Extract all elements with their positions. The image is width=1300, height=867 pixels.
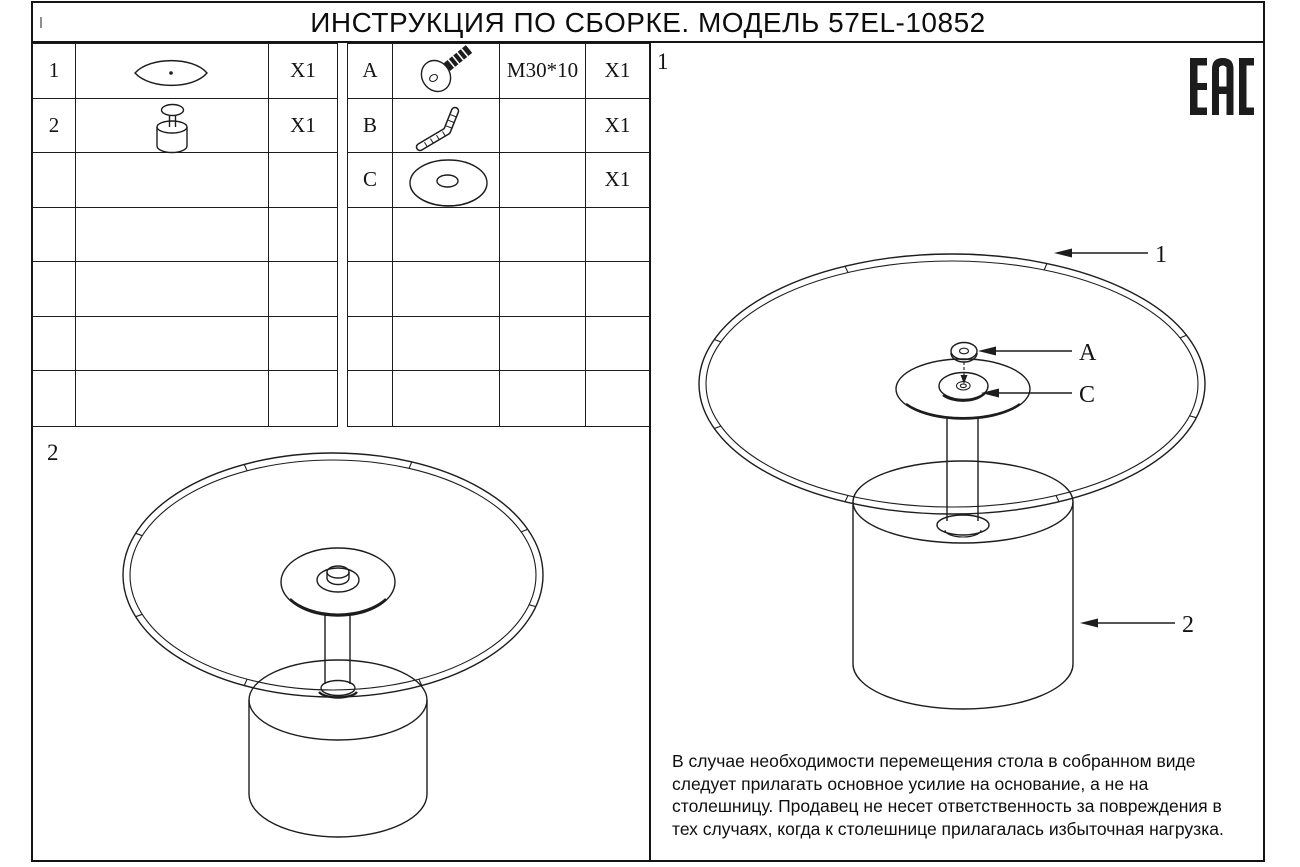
hardware-spec xyxy=(500,99,586,154)
part-qty: X1 xyxy=(269,44,337,99)
hardware-spec xyxy=(500,153,586,208)
part-icon-cell xyxy=(76,99,269,154)
hardware-id: C xyxy=(348,153,393,208)
part-qty: X1 xyxy=(269,99,337,154)
hardware-table xyxy=(347,43,650,427)
part-number: 2 xyxy=(33,99,76,154)
step1-label: 1 xyxy=(657,49,669,74)
part-icon-cell xyxy=(76,44,269,99)
note-line: тех случаях, когда к столешнице прилагалась избыточная нагрузка. xyxy=(672,818,1224,839)
hardware-icon-cell xyxy=(393,153,500,208)
hardware-icon-cell xyxy=(393,44,500,99)
hardware-qty: X1 xyxy=(586,99,649,154)
hardware-id: A xyxy=(348,44,393,99)
callout-tabletop-label: 1 xyxy=(1155,242,1167,268)
callout-bolt-label: A xyxy=(1079,340,1097,366)
hardware-icon-cell xyxy=(393,99,500,154)
note-line: В случае необходимости перемещения стола в собранном виде xyxy=(672,751,1196,771)
handling-note xyxy=(672,750,1257,840)
part-number: 1 xyxy=(33,44,76,99)
hardware-spec: M30*10 xyxy=(500,44,586,99)
step2-label: 2 xyxy=(47,440,59,465)
parts-table xyxy=(32,43,338,427)
callout-washer-label: C xyxy=(1079,382,1096,408)
note-line: столешницу. Продавец не несет ответственность за повреждения в xyxy=(672,796,1222,817)
hardware-id: B xyxy=(348,99,393,154)
callout-base-label: 2 xyxy=(1182,612,1194,638)
note-line: следует прилагать основное усилие на основание, а не на xyxy=(672,773,1149,794)
hardware-qty: X1 xyxy=(586,44,649,99)
hardware-qty: X1 xyxy=(586,153,649,208)
page-title: ИНСТРУКЦИЯ ПО СБОРКЕ. МОДЕЛЬ 57EL-10852 xyxy=(310,7,986,38)
